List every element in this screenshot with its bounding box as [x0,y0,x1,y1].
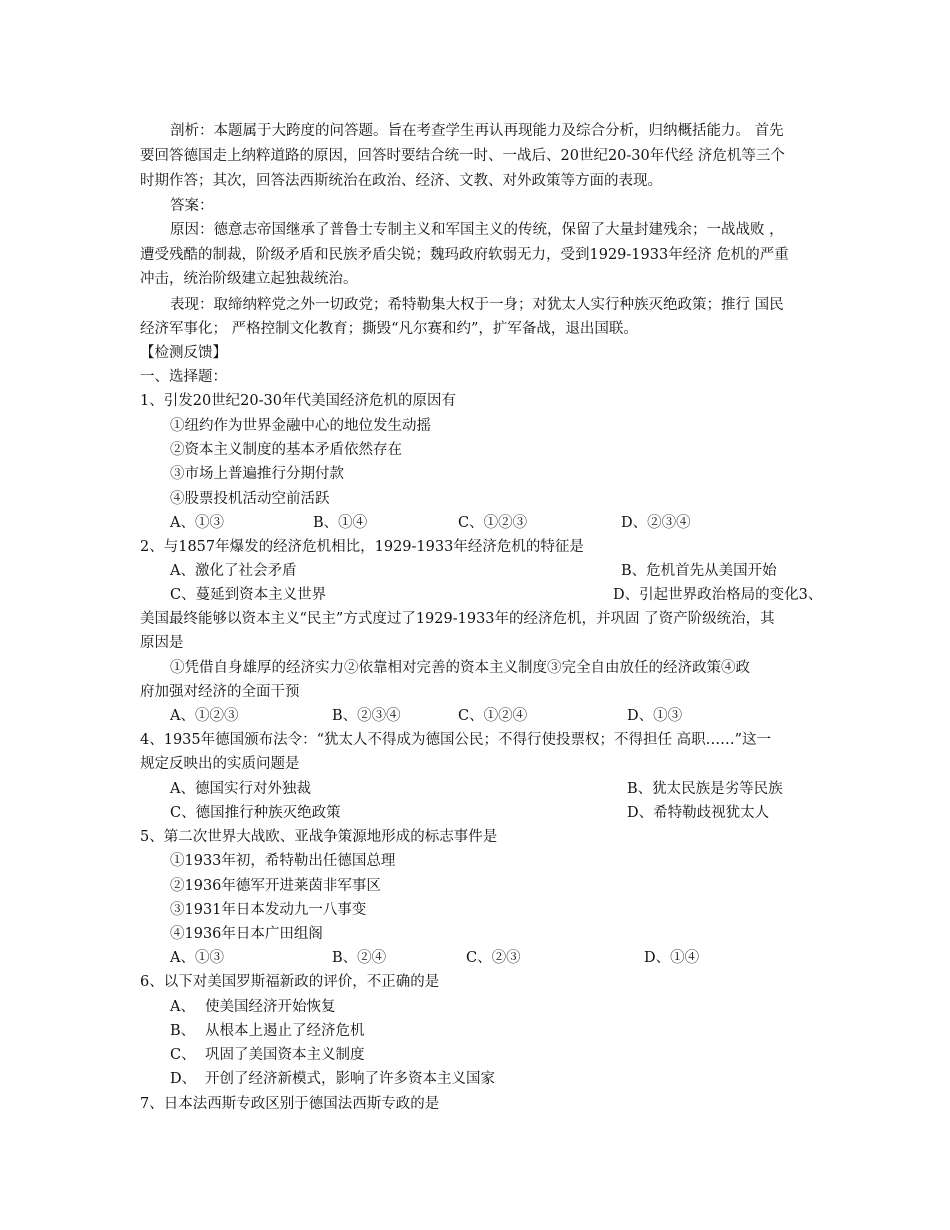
answer-option-letter: B、 [170,1023,196,1039]
question-item: ①1933年初，希特勒出任德国总理 [170,853,396,869]
answer-reason-line: 冲击，统治阶级建立起独裁统治。 [140,271,358,287]
answer-option: B、犹太民族是劣等民族 [627,781,783,797]
question-item: ③市场上普遍推行分期付款 [170,466,344,482]
answer-option: C、德国推行种族灭绝政策 [170,805,341,821]
question-stem: 5、第二次世界大战欧、亚战争策源地形成的标志事件是 [140,829,498,845]
answer-reason-line: 遭受残酷的制裁，阶级矛盾和民族矛盾尖锐；魏玛政府软弱无力，受到1929-1933年经济 危机的严重 [140,247,789,263]
question-stem: 2、与1857年爆发的经济危机相比，1929-1933年经济危机的特征是 [140,539,584,555]
answer-option-letter: D、 [170,1071,197,1087]
answer-option: D、②③④ [621,515,691,531]
answer-option: D、①④ [644,950,700,966]
answer-option: A、①③ [170,950,224,966]
question-item: ①纽约作为世界金融中心的地位发生动摇 [170,418,431,434]
analysis-line: 时期作答；其次，回答法西斯统治在政治、经济、文教、对外政策等方面的表现。 [140,173,662,189]
question-stem: 7、日本法西斯专政区别于德国法西斯专政的是 [140,1096,440,1112]
answer-option-text: 巩固了美国资本主义制度 [205,1047,365,1063]
question-item: ②1936年德军开进莱茵非军事区 [170,878,381,894]
answer-option-text: 开创了经济新模式，影响了许多资本主义国家 [205,1071,495,1087]
answer-option: A、①③ [170,515,224,531]
answer-option-letter: C、 [170,1047,196,1063]
answer-option: A、①②③ [170,708,239,724]
question-item: ②资本主义制度的基本矛盾依然存在 [170,442,402,458]
section-title: 【检测反馈】 [140,345,227,361]
question-stem: 1、引发20世纪20-30年代美国经济危机的原因有 [140,393,456,409]
answer-option: D、①③ [627,708,683,724]
answer-option-text: 从根本上遏止了经济危机 [205,1023,365,1039]
question-item: 府加强对经济的全面干预 [140,684,300,700]
answer-option: A、激化了社会矛盾 [170,563,297,579]
answer-option-text: 使美国经济开始恢复 [205,999,336,1015]
question-stem: 6、以下对美国罗斯福新政的评价，不正确的是 [140,974,440,990]
answer-option-letter: A、 [170,999,195,1015]
answer-option: B、②④ [332,950,387,966]
analysis-line: 要回答德国走上纳粹道路的原因，回答时要结合统一时、一战后、20世纪20-30年代经 济危机等三个 [140,148,785,164]
answer-option: C、蔓延到资本主义世界 [170,587,327,603]
answer-reason-line: 原因：德意志帝国继承了普鲁士专制主义和军国主义的传统，保留了大量封建残余；一战战败 ， [170,222,784,238]
question-item: ④1936年日本广田组阁 [170,926,323,942]
answer-performance-line: 经济军事化； 严格控制文化教育；撕毁“凡尔赛和约”，扩军备战，退出国联。 [140,321,638,337]
answer-performance-line: 表现：取缔纳粹党之外一切政党；希特勒集大权于一身；对犹太人实行种族灭绝政策；推行 国民 [170,297,784,313]
question-stem: 原因是 [140,635,184,651]
answer-label: 答案： [170,198,214,214]
question-stem: 美国最终能够以资本主义“民主”方式度过了1929-1933年的经济危机，并巩固 了资产阶级统治，其 [140,611,775,627]
question-item: ①凭借自身雄厚的经济实力②依靠相对完善的资本主义制度③完全自由放任的经济政策④政 [170,660,750,676]
answer-option: D、希特勒歧视犹太人 [627,805,770,821]
question-stem: 规定反映出的实质问题是 [140,756,300,772]
question-stem: 4、1935年德国颁布法令：“犹太人不得成为德国公民；不得行使投票权；不得担任 高职……”这一 [140,732,772,748]
answer-option: C、①②④ [458,708,528,724]
answer-option: B、②③④ [332,708,401,724]
answer-option: D、引起世界政治格局的变化3、 [613,587,823,603]
analysis-line: 剖析：本题属于大跨度的问答题。旨在考查学生再认再现能力及综合分析，归纳概括能力。 首先 [170,123,784,139]
question-item: ④股票投机活动空前活跃 [170,491,330,507]
answer-option: C、①②③ [458,515,528,531]
answer-option: C、②③ [466,950,521,966]
answer-option: A、德国实行对外独裁 [170,781,311,797]
question-item: ③1931年日本发动九一八事变 [170,902,367,918]
answer-option: B、①④ [313,515,368,531]
section-subtitle: 一、选择题： [140,369,227,385]
answer-option: B、危机首先从美国开始 [621,563,777,579]
